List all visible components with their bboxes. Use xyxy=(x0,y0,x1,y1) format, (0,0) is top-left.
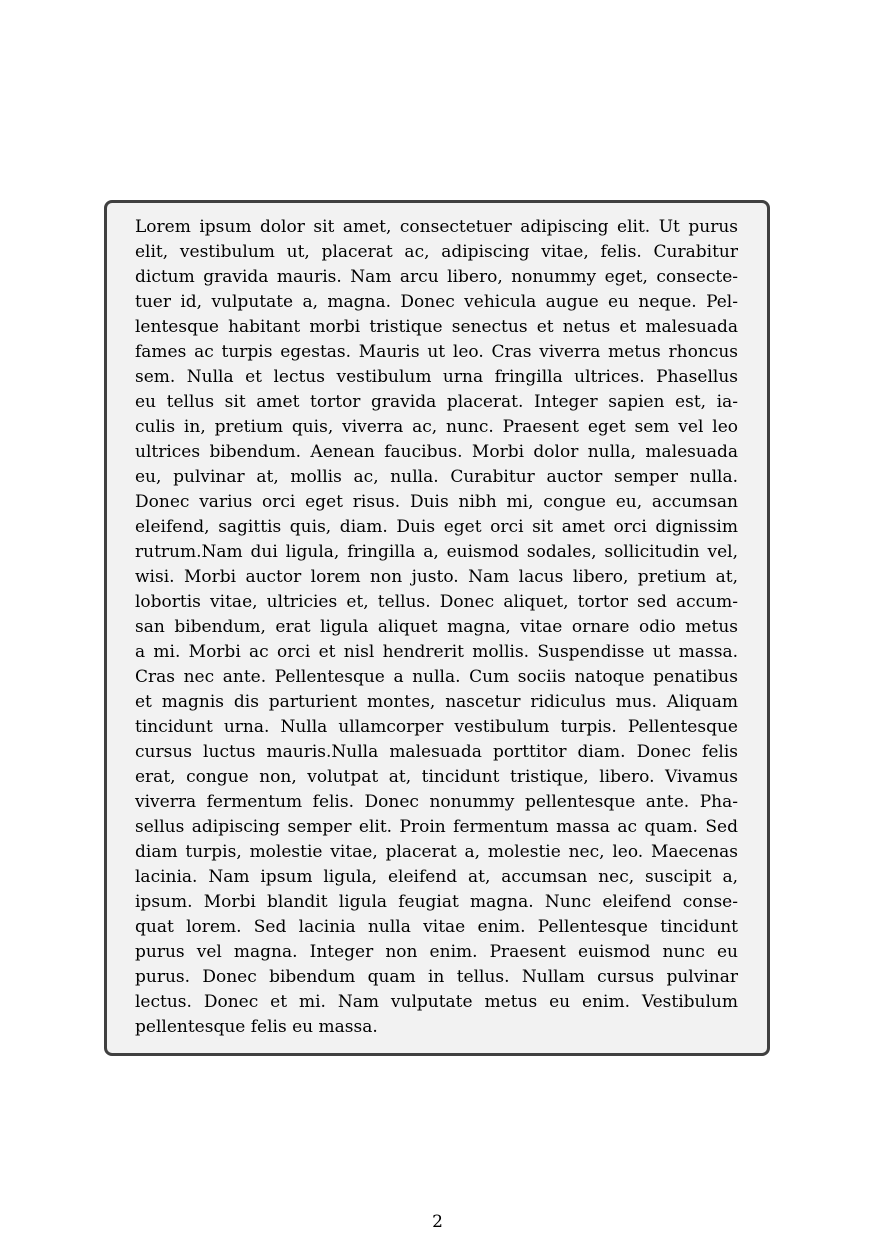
text-line: rutrum.Nam dui ligula, fringilla a, euismod sodales, sollicitudin vel, xyxy=(135,542,738,562)
text-line-last: pellentesque felis eu massa. xyxy=(135,1017,378,1037)
text-line: Lorem ipsum dolor sit amet, consectetuer adipiscing elit. Ut purus xyxy=(135,217,738,237)
text-line: cursus luctus mauris.Nulla malesuada porttitor diam. Donec felis xyxy=(135,742,738,762)
text-line: lectus. Donec et mi. Nam vulputate metus eu enim. Vestibulum xyxy=(135,992,738,1012)
text-line: eu tellus sit amet tortor gravida placerat. Integer sapien est, ia- xyxy=(135,392,738,412)
text-line: elit, vestibulum ut, placerat ac, adipiscing vitae, felis. Curabitur xyxy=(135,242,738,262)
text-line: tuer id, vulputate a, magna. Donec vehicula augue eu neque. Pel- xyxy=(135,292,738,312)
text-line: sem. Nulla et lectus vestibulum urna fringilla ultrices. Phasellus xyxy=(135,367,738,387)
text-line: fames ac turpis egestas. Mauris ut leo. Cras viverra metus rhoncus xyxy=(135,342,738,362)
text-line: diam turpis, molestie vitae, placerat a, molestie nec, leo. Maecenas xyxy=(135,842,738,862)
text-line: culis in, pretium quis, viverra ac, nunc. Praesent eget sem vel leo xyxy=(135,417,738,437)
text-line: lentesque habitant morbi tristique senectus et netus et malesuada xyxy=(135,317,738,337)
text-line: Cras nec ante. Pellentesque a nulla. Cum sociis natoque penatibus xyxy=(135,667,738,687)
text-line: wisi. Morbi auctor lorem non justo. Nam lacus libero, pretium at, xyxy=(135,567,738,587)
text-line: et magnis dis parturient montes, nascetur ridiculus mus. Aliquam xyxy=(135,692,738,712)
text-line: eu, pulvinar at, mollis ac, nulla. Curabitur auctor semper nulla. xyxy=(135,467,738,487)
text-line: Donec varius orci eget risus. Duis nibh mi, congue eu, accumsan xyxy=(135,492,738,512)
page-number: 2 xyxy=(432,1212,443,1232)
text-line: a mi. Morbi ac orci et nisl hendrerit mollis. Suspendisse ut massa. xyxy=(135,642,738,662)
text-line: erat, congue non, volutpat at, tincidunt tristique, libero. Vivamus xyxy=(135,767,738,787)
text-line: eleifend, sagittis quis, diam. Duis eget orci sit amet orci dignissim xyxy=(135,517,738,537)
text-line: purus. Donec bibendum quam in tellus. Nullam cursus pulvinar xyxy=(135,967,738,987)
text-line: ipsum. Morbi blandit ligula feugiat magna. Nunc eleifend conse- xyxy=(135,892,738,912)
text-line: lobortis vitae, ultricies et, tellus. Donec aliquet, tortor sed accum- xyxy=(135,592,738,612)
text-line: tincidunt urna. Nulla ullamcorper vestibulum turpis. Pellentesque xyxy=(135,717,738,737)
text-line: ultrices bibendum. Aenean faucibus. Morbi dolor nulla, malesuada xyxy=(135,442,738,462)
text-line: dictum gravida mauris. Nam arcu libero, nonummy eget, consecte- xyxy=(135,267,738,287)
text-line: san bibendum, erat ligula aliquet magna, vitae ornare odio metus xyxy=(135,617,738,637)
text-line: viverra fermentum felis. Donec nonummy pellentesque ante. Pha- xyxy=(135,792,738,812)
text-line: quat lorem. Sed lacinia nulla vitae enim. Pellentesque tincidunt xyxy=(135,917,738,937)
text-line: lacinia. Nam ipsum ligula, eleifend at, accumsan nec, suscipit a, xyxy=(135,867,738,887)
text-line: purus vel magna. Integer non enim. Praesent euismod nunc eu xyxy=(135,942,738,962)
text-line: sellus adipiscing semper elit. Proin fermentum massa ac quam. Sed xyxy=(135,817,738,837)
